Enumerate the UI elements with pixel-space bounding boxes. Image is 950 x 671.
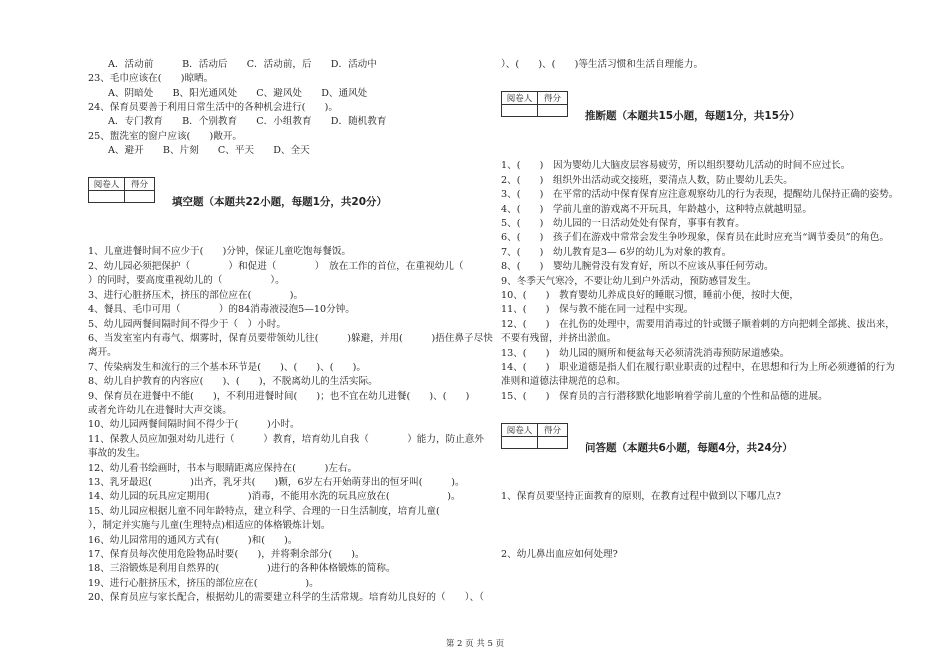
judge-line: 5、( ) 幼儿园的一日活动处处有保育，事事有教育。 bbox=[501, 218, 745, 229]
choice-23-options: A、阴暗处 B、阳光通风处 C、避风处 D、通风处 bbox=[108, 88, 368, 99]
grader-cell bbox=[502, 437, 538, 449]
judge-line: 10、( ) 教育婴幼儿养成良好的睡眠习惯，睡前小便，按时大便， bbox=[501, 290, 799, 301]
fill-line: 16、幼儿园常用的通风方式有( )和( )。 bbox=[88, 535, 298, 546]
judge-line: 4、( ) 学前儿童的游戏离不开玩具，年龄越小，这种特点就越明显。 bbox=[501, 204, 812, 215]
grader-label: 阅卷人 bbox=[502, 424, 538, 437]
score-label: 得分 bbox=[125, 178, 155, 191]
fill-line: 事故的发生。 bbox=[88, 448, 146, 459]
fill-line: 2、幼儿园必须把保护（ ）和促进（ ） 放在工作的首位，在重视幼儿（ bbox=[88, 261, 464, 272]
fill-score-box bbox=[88, 177, 155, 203]
grader-cell bbox=[89, 191, 125, 203]
fill-line: 或者允许幼儿在进餐时大声交谈。 bbox=[88, 405, 232, 416]
fill-line: 8、幼儿自护教育的内容应( )、( )，不脱离幼儿的生活实际。 bbox=[88, 376, 378, 387]
fill-line: 7、传染病发生和流行的三个基本环节是( )、( )、( )。 bbox=[88, 362, 366, 373]
fill-line: 13、乳牙最迟( )出齐，乳牙共( )颗，6岁左右开始萌芽出的恒牙叫( )。 bbox=[88, 477, 465, 488]
fill-line: 11、保教人员应加强对幼儿进行（ ）教育，培育幼儿自我（ ）能力，防止意外 bbox=[88, 434, 484, 445]
fill-20-continuation: ）、( )、( )等生活习惯和生活自理能力。 bbox=[501, 59, 704, 70]
fill-line: 6、当发室室内有毒气、烟雾时，保育员要带领幼儿往( )躲避，并用( )捂住鼻子尽快 bbox=[88, 333, 493, 344]
score-cell bbox=[538, 105, 568, 117]
judge-line: 准则和道德法律规范的总和。 bbox=[501, 376, 626, 387]
fill-line: 15、幼儿园应根据儿童不同年龄特点，建立科学、合理的一日生活制度，培育儿童( bbox=[88, 506, 440, 517]
fill-section-title: 填空题（本题共22小题，每题1分，共20分） bbox=[172, 196, 388, 208]
score-label: 得分 bbox=[538, 92, 568, 105]
fill-line: 12、幼儿看书绘画时，书本与眼睛距离应保持在( )左右。 bbox=[88, 463, 358, 474]
qa-question: 1、保育员要坚持正面教育的原则，在教育过程中做到以下哪几点? bbox=[501, 491, 781, 502]
judge-line: 14、( ) 职业道德是指人们在履行职业职责的过程中，在思想和行为上所必须遵循的行为 bbox=[501, 362, 895, 373]
choice-22-options: A．活动前 B．活动后 C．活动前，后 D．活动中 bbox=[108, 59, 377, 70]
judge-line: 2、( ) 组织外出活动或交接班，要清点人数，防止婴幼儿丢失。 bbox=[501, 175, 793, 186]
judge-line: 11、( ) 保与教不能在同一过程中实现。 bbox=[501, 304, 694, 315]
fill-line: 14、幼儿园的玩具应定期用( )消毒，不能用水洗的玩具应放在( )。 bbox=[88, 491, 461, 502]
judge-line: 9、冬季天气寒冷，不要让幼儿到户外活动，预防感冒发生。 bbox=[501, 276, 757, 287]
judge-score-box bbox=[501, 91, 568, 117]
score-cell bbox=[538, 437, 568, 449]
judge-line: 不要有残留，并挤出淤血。 bbox=[501, 333, 617, 344]
judge-line: 13、( ) 幼儿园的厕所和便盆每天必须清洗消毒预防尿道感染。 bbox=[501, 348, 790, 359]
choice-24-question: 24、保育员要善于利用日常生活中的各种机会进行( )。 bbox=[88, 102, 338, 113]
qa-question: 2、幼儿鼻出血应如何处理? bbox=[501, 549, 618, 560]
fill-line: 5、幼儿园两餐间隔时间不得少于（ ）小时。 bbox=[88, 319, 286, 330]
judge-line: 6、( ) 孩子们在游戏中常常会发生争吵现象，保育员在此时应充当“调节委员”的角色。 bbox=[501, 232, 889, 243]
page-number: 第 2 页 共 5 页 bbox=[445, 639, 505, 649]
score-label: 得分 bbox=[538, 424, 568, 437]
qa-section-title: 问答题（本题共6小题，每题4分，共24分） bbox=[585, 442, 793, 454]
score-cell bbox=[125, 191, 155, 203]
fill-line: 离开。 bbox=[88, 347, 117, 358]
fill-line: ），制定并实施与儿童(生理特点)相适应的体格锻炼计划。 bbox=[88, 520, 331, 531]
choice-24-options: A．专门教育 B．个别教育 C．小组教育 D．随机教育 bbox=[108, 116, 387, 127]
grader-label: 阅卷人 bbox=[502, 92, 538, 105]
judge-line: 3、( ) 在平常的活动中保育保育应注意观察幼儿的行为表现，提醒幼儿保持正确的姿势。 bbox=[501, 189, 899, 200]
choice-23-question: 23、毛巾应该在( )晾晒。 bbox=[88, 73, 214, 84]
fill-line: 19、进行心脏挤压术，挤压的部位应在( )。 bbox=[88, 578, 319, 589]
fill-line: 18、三浴锻炼是利用自然界的( )进行的各种体格锻炼的简称。 bbox=[88, 563, 396, 574]
fill-line: ）的同时，要高度重视幼儿的（ ）。 bbox=[88, 275, 285, 286]
judge-line: 12、( ) 在扎伤的处理中，需要用消毒过的针或镊子顺着刺的方向把刺全部挑、拔出来， bbox=[501, 319, 895, 330]
fill-line: 3、进行心脏挤压术，挤压的部位应在( )。 bbox=[88, 290, 304, 301]
judge-section-title: 推断题（本题共15小题，每题1分，共15分） bbox=[585, 110, 801, 122]
choice-25-options: A、避开 B、片刻 C、平天 D、全天 bbox=[108, 145, 310, 156]
fill-line: 4、餐具、毛巾可用（ ）的84消毒液浸泡5—10分钟。 bbox=[88, 304, 355, 315]
judge-line: 1、( ) 因为婴幼儿大脑皮层容易疲劳，所以组织婴幼儿活动的时间不应过长。 bbox=[501, 160, 851, 171]
judge-line: 7、( ) 幼儿教育是3— 6岁的幼儿为对象的教育。 bbox=[501, 247, 732, 258]
fill-line: 1、儿童进餐时间不应少于( )分钟，保证儿童吃饱每餐饭。 bbox=[88, 246, 352, 257]
fill-line: 17、保育员每次使用危险物品时要( )，并将剩余部分( )。 bbox=[88, 549, 365, 560]
fill-line: 20、保育员应与家长配合，根据幼儿的需要建立科学的生活常规。培育幼儿良好的（ ）、（ bbox=[88, 592, 484, 603]
judge-line: 8、( ) 婴幼儿腕骨没有发育好，所以不应该从事任何劳动。 bbox=[501, 261, 774, 272]
grader-cell bbox=[502, 105, 538, 117]
choice-25-question: 25、盥洗室的窗户应该( )敞开。 bbox=[88, 131, 243, 142]
grader-label: 阅卷人 bbox=[89, 178, 125, 191]
fill-line: 9、保育员在进餐中不能( )，不利用进餐时间( )；也不宜在幼儿进餐( )、( ) bbox=[88, 391, 470, 402]
qa-score-box bbox=[501, 423, 568, 449]
judge-line: 15、( ) 保育员的言行潜移默化地影响着学前儿童的个性和品德的进展。 bbox=[501, 391, 828, 402]
fill-line: 10、幼儿园两餐间隔时间不得少于( )小时。 bbox=[88, 419, 300, 430]
